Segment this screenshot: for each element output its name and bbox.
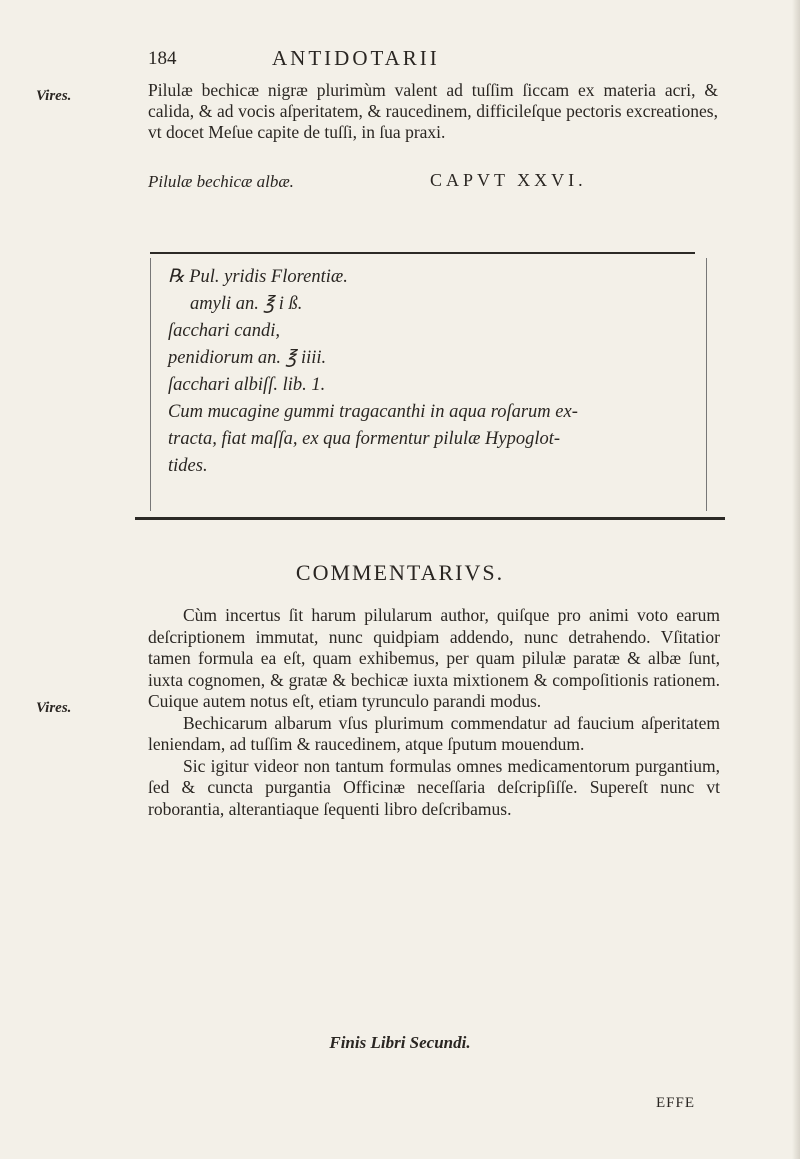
intro-paragraph: Pilulæ bechicæ nigræ plurimùm valent ad tuſſim ſiccam ex materia acri, & calida, & ad vocis aſperitatem, & raucedinem, difficileſque pectoris excreationes, vt docet Meſue capite de tuſſi, in ſua praxi. xyxy=(148,80,718,142)
recipe-line: ſacchari candi, xyxy=(168,321,281,341)
recipe-line: ℞ Pul. yridis Florentiæ. xyxy=(168,267,348,287)
recipe-top-rule xyxy=(150,252,695,254)
recipe-line: tides. xyxy=(168,456,208,476)
recipe-block xyxy=(168,264,688,480)
chapter-subhead xyxy=(148,172,718,196)
subhead-title: Pilulæ bechicæ albæ. xyxy=(148,172,294,191)
recipe-line: Cum mucagine gummi tragacanthi in aqua roſarum ex- xyxy=(168,402,578,422)
margin-note-vires-1: Vires. xyxy=(36,88,72,104)
recipe-line: ſacchari albiſſ. lib. 1. xyxy=(168,375,326,395)
recipe-line: penidiorum an. ℥ iiii. xyxy=(168,348,327,368)
commentary-paragraph: Bechicarum albarum vſus plurimum commendatur ad faucium aſperitatem leniendam, ad tuſſim & raucedinem, atque ſputum mouendum. xyxy=(148,712,720,754)
running-title: ANTIDOTARII xyxy=(272,46,440,70)
page-edge-shadow xyxy=(792,0,800,1159)
commentary-paragraph: Cùm incertus ſit harum pilularum author, quiſque pro animi voto earum deſcriptionem immutat, nunc quidpiam addendo, nunc detrahendo. Vſitatior tamen formula ea eſt, quam exhibemus, per quam pilulæ paratæ & albæ ſunt, iuxta cognomen, & gratæ & bechicæ iuxta mixtionem & compoſitionis rationem. Cuique autem notus eſt, etiam tyrunculo parandi modus. xyxy=(148,605,720,711)
recipe-line: tracta, fiat maſſa, ex qua formentur pilulæ Hypoglot- xyxy=(168,429,561,449)
recipe-left-rule xyxy=(150,258,151,511)
commentary-heading: COMMENTARIVS. xyxy=(295,560,505,585)
recipe-bottom-rule xyxy=(135,517,725,520)
page-number: 184 xyxy=(148,48,177,69)
commentary-body xyxy=(148,605,720,820)
running-head xyxy=(148,46,690,70)
commentary-paragraph: Sic igitur videor non tantum formulas omnes medicamentorum purgantium, ſed & cuncta purgantia Officinæ neceſſaria deſcripſiſſe. Supereſt nunc vt roborantia, alterantiaque ſequenti libro deſcribamus. xyxy=(148,755,720,819)
catchword: EFFE xyxy=(656,1095,696,1111)
recipe-right-rule xyxy=(706,258,707,511)
margin-note-vires-2: Vires. xyxy=(36,700,72,716)
chapter-number: CAPVT XXVI. xyxy=(430,170,587,190)
finis-line: Finis Libri Secundi. xyxy=(329,1033,471,1052)
recipe-line: amyli an. ℥ i ß. xyxy=(190,294,303,314)
